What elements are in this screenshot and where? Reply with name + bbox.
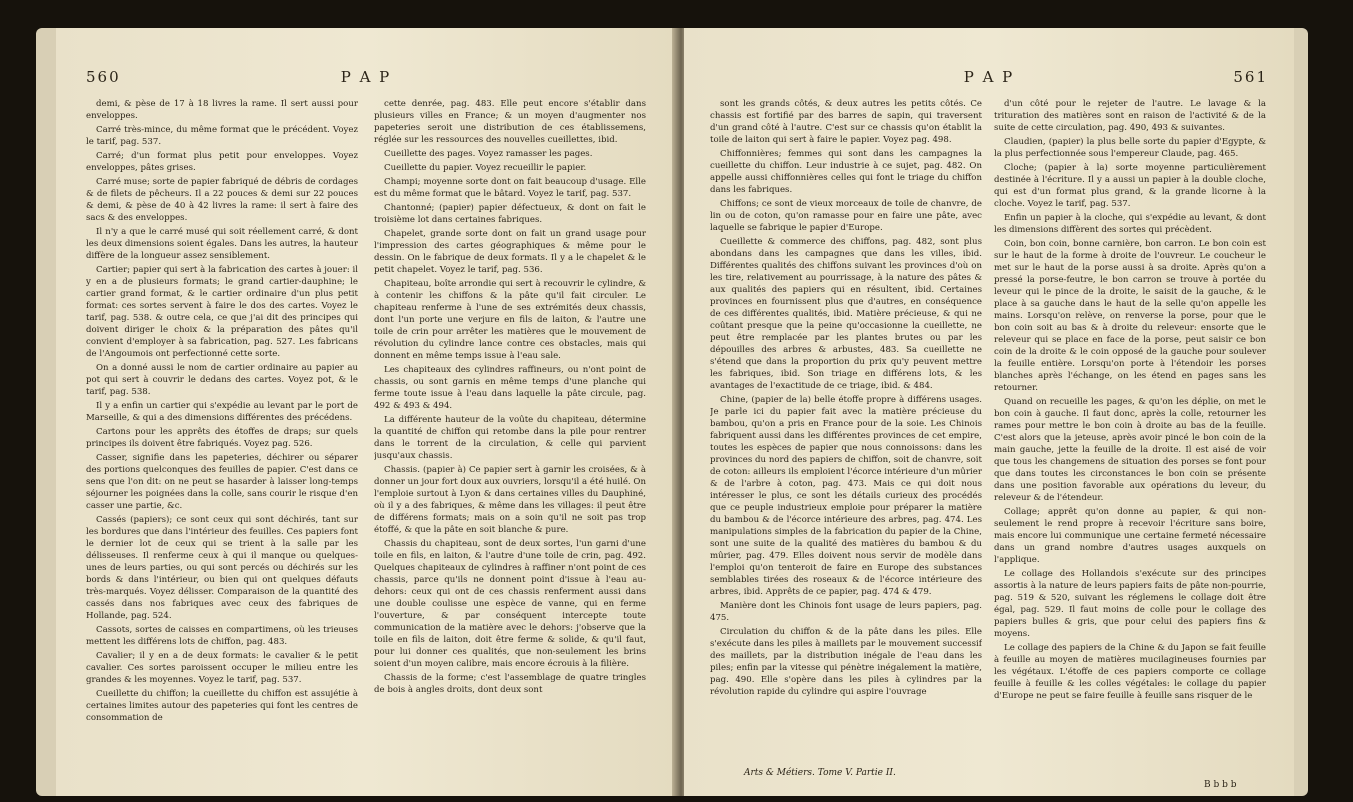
- right-column-1: [710, 98, 982, 768]
- paragraph: Chapiteau, boîte arrondie qui sert à recouvrir le cylindre, & à contenir les chiffons & la pâte qu'il fait circuler. Le chapiteau renferme à l'une de ses extrémités deux chassis, dont l'un porte une verjure en fils de laiton, & l'autre une toile de crin pour arrêter les matières que le mouvement de révolution du cylindre lance contre ces obstacles, mais qui donnent en même temps issue à l'eau sale.: [374, 279, 646, 361]
- paragraph: Circulation du chiffon & de la pâte dans les piles. Elle s'exécute dans les piles à maillets par le mouvement successif des maillets, par la distribution inégale de l'eau dans les piles; enfin par la vitesse qui pénètre inégalement la matière, pag. 490. Elle s'opère dans les piles à cylindres par la révolution rapide du cylindre qui aspire l'ouvrage: [710, 627, 982, 697]
- paragraph: Coin, bon coin, bonne carnière, bon carron. Le bon coin est sur le haut de la forme à droite de l'ouvreur. Le coucheur le met sur le haut de la porse aussi à sa droite. Après qu'on a pressé la porse-feutre, le bon carron se trouve à portée du leveur qui le pince de la droite, le saisit de la gauche, & le place à sa gauche dans le haut de la selle qu'on appelle les mains. Lorsqu'on relève, on renverse la porse, pour que le bon coin soit au bas & à droite du releveur: ensorte que le releveur qui se place en face de la porse, peut saisir ce bon coin de la droite & le coin opposé de la gauche pour soulever la feuille entière. Lorsqu'on porte à l'étendoir les porses blanches après l'échange, on les étend en pages sans les retourner.: [994, 239, 1266, 393]
- paragraph: Chantonné; (papier) papier défectueux, & dont on fait le troisième lot dans certaines fabriques.: [374, 203, 646, 225]
- paragraph: Chassis de la forme; c'est l'assemblage de quatre tringles de bois à angles droits, dont deux sont: [374, 673, 646, 695]
- left-page-header: [56, 68, 676, 92]
- paragraph: Cassots, sortes de caisses en compartimens, où les trieuses mettent les différens lots de chiffon, pag. 483.: [86, 625, 358, 647]
- paragraph: Chapelet, grande sorte dont on fait un grand usage pour l'impression des cartes géographiques & même pour le dessin. On le fabrique de deux formats. Il y a le chapelet & le petit chapelet. Voyez le tarif, pag. 536.: [374, 229, 646, 275]
- paragraph: Il y a enfin un cartier qui s'expédie au levant par le port de Marseille, & qui a des dimensions différentes des précédens.: [86, 401, 358, 423]
- paragraph: On a donné aussi le nom de cartier ordinaire au papier au pot qui sert à couvrir le dedans des cartes. Voyez pot, & le tarif, pag. 538.: [86, 363, 358, 397]
- paragraph: Cueillette du papier. Voyez recueillir le papier.: [384, 163, 587, 173]
- left-running-head: P A P: [340, 68, 392, 86]
- paragraph: d'un côté pour le rejeter de l'autre. Le lavage & la trituration des matières sont en raison de l'activité & de la suite de cette circulation, pag. 490, 493 & suivantes.: [994, 99, 1266, 133]
- right-page-header: [684, 68, 1294, 92]
- paragraph: Chiffonnières; femmes qui sont dans les campagnes la cueillette du chiffon. Leur industrie à ce sujet, pag. 482. On appelle aussi chiffonnières celles qui font le triage du chiffon dans les fabriques.: [710, 149, 982, 195]
- page-footer: Arts & Métiers. Tome V. Partie II.: [744, 768, 896, 778]
- paragraph: Cueillette des pages. Voyez ramasser les pages.: [384, 149, 593, 159]
- paragraph: Chassis du chapiteau, sont de deux sortes, l'un garni d'une toile en fils, en laiton, & l'autre d'une toile de crin, pag. 492. Quelques chapiteaux de cylindres à raffiner n'ont point de ces chassis, parce qu'ils ne donnent point d'issue à l'eau au-dehors: ceux qui ont de ces chassis renferment aussi dans une double coulisse une espèce de vanne, qui en ferme l'ouverture, & par conséquent intercepte toute communication de la matière avec le dehors: j'observe que la toile en fils de laiton, doit être ferme & solide, & qu'il faut, pour lui donner ces qualités, que non-seulement les brins soient d'un moyen calibre, mais encore écrouis à la filière.: [374, 539, 646, 669]
- paragraph: Carré muse; sorte de papier fabriqué de débris de cordages & de filets de pêcheurs. Il a 22 pouces & demi sur 22 pouces & demi, & pèse de 40 à 42 livres la rame: il sert à faire des sacs & des enveloppes.: [86, 177, 358, 223]
- paragraph: Chiffons; ce sont de vieux morceaux de toile de chanvre, de lin ou de coton, qu'on ramasse pour en faire une pâte, avec laquelle se fabrique le papier d'Europe.: [710, 199, 982, 233]
- paragraph: Cassés (papiers); ce sont ceux qui sont déchirés, tant sur les bordures que dans l'intérieur des feuilles. Ces papiers font le dernier lot de ceux qui se trient à la salle par les délisseuses. Il renferme ceux à qui il manque ou quelques-unes de leurs parties, ou qui sont percés ou déchirés sur les bords & dans l'intérieur, ou bien qui ont quelques défauts très-marqués. Voyez délisser. Comparaison de la quantité des cassés dans nos fabriques avec ceux des fabriques de Hollande, pag. 524.: [86, 515, 358, 621]
- paragraph: Chassis. (papier à) Ce papier sert à garnir les croisées, & à donner un jour fort doux aux ouvriers, lorsqu'il a été huilé. On l'emploie surtout à Lyon & dans certaines villes du Dauphiné, où il y a des fabriques, & même dans les villages: il peut être de différens formats; mais on a soin qu'il ne soit pas trop étoffé, & que la pâte en soit blanche & pure.: [374, 465, 646, 535]
- paragraph: Il n'y a que le carré musé qui soit réellement carré, & dont les deux dimensions soient égales. Dans les autres, la hauteur diffère de la longueur assez sensiblement.: [86, 227, 358, 261]
- paragraph: Cueillette & commerce des chiffons, pag. 482, sont plus abondans dans les campagnes que dans les villes, ibid. Différentes qualités des chiffons suivant les provinces d'où on les tire, relativement au pourrissage, à la nature des pâtes & aux qualités des papiers qui en résultent, ibid. Certaines provinces en fournissent plus que d'autres, en conséquence de ces différentes qualités, ibid. Matière précieuse, & qui ne coûtant presque que la peine qu'occasionne la cueillette, ne peut être remplacée par les plantes brutes ou par les dépouilles des arbres & arbustes, 483. Sa cueillette ne s'étend que dans la proportion du prix qu'y peuvent mettre les fabriques, ibid. Son triage en différens lots, & les avantages de l'exactitude de ce triage, ibid. & 484.: [710, 237, 982, 391]
- left-page: [56, 28, 676, 796]
- paragraph: Claudien, (papier) la plus belle sorte du papier d'Egypte, & la plus perfectionnée sous l'empereur Claude, pag. 465.: [994, 137, 1266, 159]
- paragraph: Le collage des Hollandois s'exécute sur des principes assortis à la nature de leurs papiers faits de pâte non-pourrie, pag. 519 & 520, suivant les réglemens le collage doit être égal, pag. 529. Il faut moins de colle pour le collage des papiers bulles & gris, que pour celui des papiers fins & moyens.: [994, 569, 1266, 639]
- paragraph: Cueillette du chiffon; la cueillette du chiffon est assujétie à certaines limites autour des papeteries qui font les centres de consommation de: [86, 689, 358, 723]
- paragraph: Casser, signifie dans les papeteries, déchirer ou séparer des portions quelconques des feuilles de papier. C'est dans ce sens que l'on dit: on ne peut se hasarder à laisser long-temps séjourner les poignées dans la colle, sans courir le risque d'en casser une partie, &c.: [86, 453, 358, 511]
- paragraph: Le collage des papiers de la Chine & du Japon se fait feuille à feuille au moyen de matières mucilagineuses fournies par les végétaux. L'étoffe de ces papiers comporte ce collage feuille à feuille & les colles végétales: le collage du papier d'Europe ne peut se faire feuille à feuille sans risquer de le: [994, 643, 1266, 701]
- right-running-head: P A P: [963, 68, 1015, 86]
- paragraph: Cavalier; il y en a de deux formats: le cavalier & le petit cavalier. Ces sortes paroissent occuper le milieu entre les grandes & les moyennes. Voyez le tarif, pag. 537.: [86, 651, 358, 685]
- left-page-number: 560: [86, 68, 121, 86]
- signature-mark: B b b b: [1204, 780, 1237, 790]
- paragraph: Quand on recueille les pages, & qu'on les déplie, on met le bon coin à gauche. Il faut donc, après la colle, retourner les rames pour mettre le bon coin à droite au bas de la feuille. C'est alors que la jeteuse, après avoir pincé le bon coin de la main gauche, jette la feuille de la droite. Il est aisé de voir que tous les changemens de situation des porses se font pour que dans toutes les circonstances le bon coin se présente dans une position favorable aux opérations du leveur, du releveur & de l'étendeur.: [994, 397, 1266, 503]
- right-page-number: 561: [1233, 68, 1268, 86]
- paragraph: La différente hauteur de la voûte du chapiteau, détermine la quantité de chiffon qui retombe dans la pile pour rentrer dans le torrent de la circulation, & celle qui parvient jusqu'aux chassis.: [374, 415, 646, 461]
- left-column-1: [86, 98, 358, 768]
- right-column-2: [994, 98, 1266, 768]
- paragraph: Enfin un papier à la cloche, qui s'expédie au levant, & dont les dimensions diffèrent des sortes qui précèdent.: [994, 213, 1266, 235]
- paragraph: Collage; apprêt qu'on donne au papier, & qui non-seulement le rend propre à recevoir l'écriture sans boire, mais encore lui communique une certaine fermeté nécessaire dans un grand nombre d'autres usages auxquels on l'applique.: [994, 507, 1266, 565]
- paragraph: cette denrée, pag. 483. Elle peut encore s'établir dans plusieurs villes en France; & un moyen d'augmenter nos papeteries seroit une distribution de ces établissemens, réglée sur les ressources des nouvelles cueillettes, ibid.: [374, 99, 646, 145]
- paragraph: Carré très-mince, du même format que le précédent. Voyez le tarif, pag. 537.: [86, 125, 358, 147]
- paragraph: Les chapiteaux des cylindres raffineurs, ou n'ont point de chassis, ou sont garnis en même temps d'une planche qui ferme toute issue à l'eau dans laquelle la pâte circule, pag. 492 & 493 & 494.: [374, 365, 646, 411]
- paragraph: Manière dont les Chinois font usage de leurs papiers, pag. 475.: [710, 601, 982, 623]
- paragraph: Carré; d'un format plus petit pour enveloppes. Voyez enveloppes, pâtes grises.: [86, 151, 358, 173]
- paragraph: demi, & pèse de 17 à 18 livres la rame. Il sert aussi pour enveloppes.: [86, 99, 358, 121]
- left-column-2: [374, 98, 646, 768]
- paragraph: sont les grands côtés, & deux autres les petits côtés. Ce chassis est fortifié par des barres de sapin, qui traversent d'un grand côté à l'autre. C'est sur ce chassis qu'on établit la toile de laiton qui sert à faire le papier. Voyez pag. 498.: [710, 99, 982, 145]
- paragraph: Chine, (papier de la) belle étoffe propre à différens usages. Je parle ici du papier fait avec la matière précieuse du bambou, qu'on a pris en France pour de la soie. Les Chinois fabriquent aussi dans les différentes provinces de cet empire, toutes les espèces de papier que nous connoissons: dans les provinces du nord des papiers de chiffon, soit de chanvre, soit de coton: ailleurs ils emploient l'écorce intérieure d'un mûrier & de l'arbre à coton, pag. 473. Mais ce qui doit nous intéresser le plus, ce sont les détails curieux des procédés que ce peuple industrieux emploie pour préparer la matière du bambou & de l'écorce intérieure des arbres, pag. 474. Les manipulations simples de la fabrication du papier de la Chine, sont une suite de la qualité des matières du bambou & du mûrier, pag. 479. Elles doivent nous servir de modèle dans l'emploi qu'on tenteroit de faire en Europe des substances semblables tirées des roseaux & de l'écorce intérieure des arbres, ibid. Apprêts de ce papier, pag. 474 & 479.: [710, 395, 982, 597]
- paragraph: Cloche; (papier à la) sorte moyenne particulièrement destinée à l'écriture. Il y a aussi un papier à la double cloche, qui est d'un format plus grand, & la grande licorne à la cloche. Voyez le tarif, pag. 537.: [994, 163, 1266, 209]
- paragraph: Champi; moyenne sorte dont on fait beaucoup d'usage. Elle est du même format que le bâtard. Voyez le tarif, pag. 537.: [374, 177, 646, 199]
- paragraph: Cartons pour les apprêts des étoffes de draps; sur quels principes ils doivent être fabriqués. Voyez pag. 526.: [86, 427, 358, 449]
- paragraph: Cartier; papier qui sert à la fabrication des cartes à jouer: il y en a de plusieurs formats; le grand cartier-dauphine; le cartier grand format, & le cartier ordinaire d'un plus petit format: ces sortes servent à faire le dos des cartes. Voyez le tarif, pag. 538. & outre cela, ce que j'ai dit des principes qui doivent diriger le choix & la préparation des pâtes qu'il convient d'employer à sa fabrication, pag. 527. Les fabricans de l'Angoumois ont perfectionné cette sorte.: [86, 265, 358, 359]
- right-page: [684, 28, 1294, 796]
- open-book: [36, 28, 1308, 796]
